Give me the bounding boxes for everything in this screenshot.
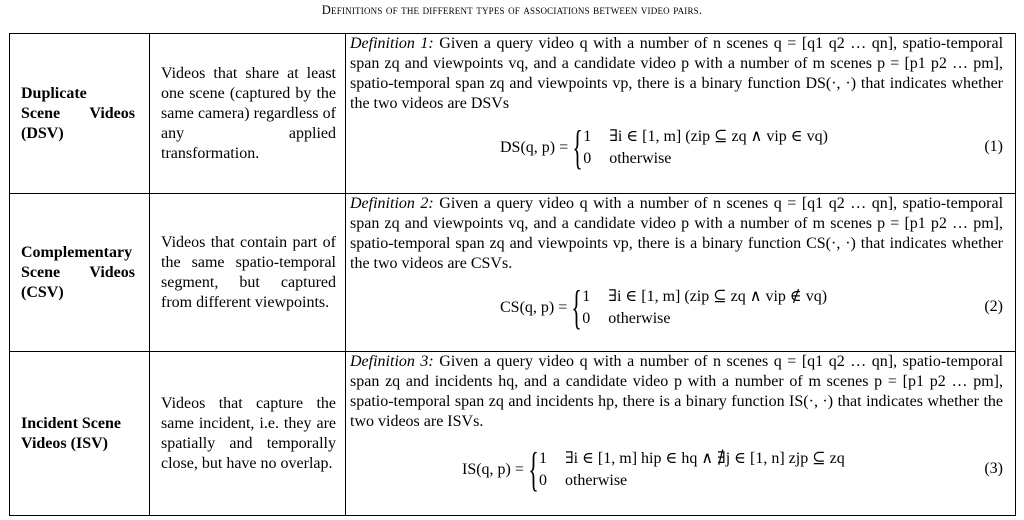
description-text: Videos that capture the same incident, i.e. they are spatially and temporally close, but have no overlap. <box>161 394 336 472</box>
case-value: 1 <box>583 128 592 145</box>
case-condition: ∃i ∈ [1, m] (zip ⊆ zq ∧ vip ∈ vq) <box>609 128 828 145</box>
definition-paragraph <box>350 34 1003 114</box>
equation <box>350 444 1003 496</box>
definitions-table <box>9 33 1016 516</box>
left-brace-icon: { <box>528 443 539 496</box>
equation <box>350 282 1003 334</box>
definition-text: Given a query video q with a number of n scenes q = [q1 q2 … qn], spatio-temporal span zq and viewpoints vq, and a candidate video p with a number of m scenes p = [p1 p2 … pm], spatio-temporal span zq and viewpoints vp, there is a binary function DS(·, ·) that indicates whether the two videos are DSVs <box>350 35 1004 112</box>
term-line: Scene Videos <box>21 104 135 122</box>
description-cell <box>150 194 346 352</box>
case-condition: otherwise <box>608 310 671 327</box>
case-condition: otherwise <box>564 472 628 489</box>
description-cell <box>150 34 346 194</box>
left-brace-icon: { <box>572 121 583 174</box>
definition-cell <box>346 194 1016 352</box>
case-value: 0 <box>583 150 592 167</box>
table-row <box>10 352 1016 516</box>
definition-cell <box>346 34 1016 194</box>
definition-label: Definition 1: <box>350 35 434 52</box>
left-brace-icon: { <box>571 281 582 334</box>
term-line: (CSV) <box>21 283 64 301</box>
term-cell <box>10 34 150 194</box>
term-line: Duplicate <box>21 84 87 102</box>
term-line: Scene Videos <box>21 263 135 281</box>
case-value: 1 <box>582 288 591 305</box>
description-text: Videos that share at least one scene (captured by the same camera) regardless of any applied transformation. <box>161 64 336 162</box>
table-caption: Definitions of the different types of associations between video pairs. <box>321 3 703 17</box>
description-cell <box>150 352 346 516</box>
term-line: Videos (ISV) <box>21 434 108 452</box>
term-cell <box>10 352 150 516</box>
equation <box>350 122 1003 174</box>
term-line: Complementary <box>21 243 133 261</box>
equation-lhs: IS(q, p) = <box>462 461 524 478</box>
definition-text: Given a query video q with a number of n scenes q = [q1 q2 … qn], spatio-temporal span zq and viewpoints vq, and a candidate video p with a number of m scenes p = [p1 p2 … pm], spatio-temporal span zq and viewpoints vp, there is a binary function CS(·, ·) that indicates whether the two videos are CSVs. <box>350 195 1004 272</box>
definition-text: Given a query video q with a number of n scenes q = [q1 q2 … qn], spatio-temporal span zq and incidents hq, and a candidate video p with a number of m scenes p = [p1 p2 … pm], spatio-temporal span zq and incidents hp, there is a binary function IS(·, ·) that indicates whether the two videos are ISVs. <box>350 353 1004 430</box>
table-row <box>10 194 1016 352</box>
term-line: (DSV) <box>21 124 64 142</box>
case-condition: ∃i ∈ [1, m] hip ∈ hq ∧ ∄j ∈ [1, n] zjp ⊆ zq <box>564 450 845 467</box>
case-condition: otherwise <box>609 150 672 167</box>
equation-number: (2) <box>984 298 1003 315</box>
definition-paragraph <box>350 194 1003 274</box>
definition-cell <box>346 352 1016 516</box>
description-text: Videos that contain part of the same spatio-temporal segment, but captured from different viewpoints. <box>161 233 336 311</box>
table-row <box>10 34 1016 194</box>
term-line: Incident Scene <box>21 414 121 432</box>
equation-number: (3) <box>984 460 1003 477</box>
equation-lhs: CS(q, p) = <box>500 299 568 316</box>
definition-label: Definition 3: <box>350 353 434 370</box>
case-condition: ∃i ∈ [1, m] (zip ⊆ zq ∧ vip ∉ vq) <box>608 288 828 305</box>
case-value: 1 <box>538 450 547 467</box>
definition-paragraph <box>350 352 1003 432</box>
equation-lhs: DS(q, p) = <box>500 139 569 156</box>
case-value: 0 <box>538 472 547 489</box>
term-cell <box>10 194 150 352</box>
definition-label: Definition 2: <box>350 195 434 212</box>
equation-number: (1) <box>984 138 1003 155</box>
case-value: 0 <box>582 310 591 327</box>
